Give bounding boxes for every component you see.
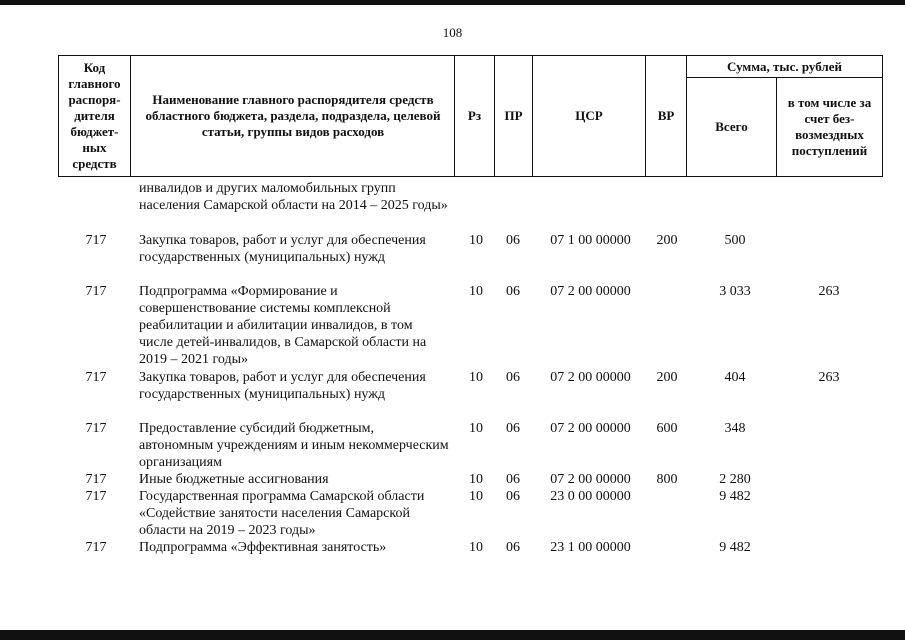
header-total: Всего xyxy=(715,119,748,134)
cell-name: Государственная программа Самарской области «Содействие занятости населения Самарской области на 2019 – 2023 годы» xyxy=(139,489,425,538)
cell-rz: 10 xyxy=(469,489,483,504)
header-incl: в том числе за счет без-возмездных поступлений xyxy=(787,95,872,158)
page-number: 108 xyxy=(442,25,463,40)
cell-code: 717 xyxy=(85,370,107,385)
cell-name: Закупка товаров, работ и услуг для обеспечения государственных (муниципальных) нужд xyxy=(139,233,426,265)
cell-name: Закупка товаров, работ и услуг для обеспечения государственных (муниципальных) нужд xyxy=(139,370,426,402)
cell-total: 500 xyxy=(724,233,746,248)
cell-code: 717 xyxy=(85,233,107,248)
cell-code: 717 xyxy=(85,421,107,436)
cell-rz: 10 xyxy=(469,284,483,299)
cell-incl: 263 xyxy=(818,370,840,385)
cell-pr: 06 xyxy=(506,284,520,299)
cell-pr: 06 xyxy=(506,421,520,436)
cell-rz: 10 xyxy=(469,540,483,555)
cell-vr: 200 xyxy=(656,370,678,385)
header-name: Наименование главного распорядителя средств областного бюджета, раздела, подраздела, целевой статьи, группы видов расходов xyxy=(145,92,441,139)
cell-csr: 07 2 00 00000 xyxy=(550,421,631,436)
cell-code: 717 xyxy=(85,284,107,299)
cell-code: 717 xyxy=(85,489,107,504)
top-border xyxy=(0,0,905,5)
cell-csr: 23 1 00 00000 xyxy=(550,540,631,555)
cell-pr: 06 xyxy=(506,540,520,555)
cell-vr: 200 xyxy=(656,233,678,248)
header-code: Код главного распоря-дителя бюджет-ных средств xyxy=(68,60,121,171)
table-header xyxy=(58,55,883,177)
header-rz: Рз xyxy=(467,108,482,123)
cell-name: инвалидов и других маломобильных групп населения Самарской области на 2014 – 2025 годы» xyxy=(139,181,448,213)
cell-pr: 06 xyxy=(506,489,520,504)
cell-pr: 06 xyxy=(506,233,520,248)
cell-rz: 10 xyxy=(469,472,483,487)
cell-vr: 600 xyxy=(656,421,678,436)
cell-pr: 06 xyxy=(506,472,520,487)
cell-rz: 10 xyxy=(469,233,483,248)
bottom-border xyxy=(0,630,905,640)
cell-rz: 10 xyxy=(469,421,483,436)
cell-rz: 10 xyxy=(469,370,483,385)
cell-code: 717 xyxy=(85,472,107,487)
cell-total: 9 482 xyxy=(719,489,751,504)
header-pr: ПР xyxy=(504,108,523,123)
cell-csr: 07 2 00 00000 xyxy=(550,370,631,385)
cell-total: 404 xyxy=(724,370,746,385)
cell-total: 348 xyxy=(724,421,746,436)
cell-name: Подпрограмма «Формирование и совершенствование системы комплексной реабилитации и абилитации инвалидов, в том числе детей-инвалидов, в Самарской области на 2019 – 2021 годы» xyxy=(139,284,427,367)
cell-name: Иные бюджетные ассигнования xyxy=(139,472,329,487)
cell-pr: 06 xyxy=(506,370,520,385)
header-sum: Сумма, тыс. рублей xyxy=(727,58,842,74)
header-vr: ВР xyxy=(657,108,675,123)
cell-total: 9 482 xyxy=(719,540,751,555)
cell-incl: 263 xyxy=(818,284,840,299)
header-csr: ЦСР xyxy=(575,108,603,123)
cell-name: Подпрограмма «Эффективная занятость» xyxy=(139,540,387,555)
cell-total: 2 280 xyxy=(719,472,751,487)
cell-name: Предоставление субсидий бюджетным, автономным учреждениям и иным некоммерческим организациям xyxy=(139,421,449,470)
cell-csr: 23 0 00 00000 xyxy=(550,489,631,504)
cell-vr: 800 xyxy=(656,472,678,487)
cell-code: 717 xyxy=(85,540,107,555)
cell-csr: 07 2 00 00000 xyxy=(550,472,631,487)
cell-csr: 07 1 00 00000 xyxy=(550,233,631,248)
cell-total: 3 033 xyxy=(719,284,751,299)
cell-csr: 07 2 00 00000 xyxy=(550,284,631,299)
